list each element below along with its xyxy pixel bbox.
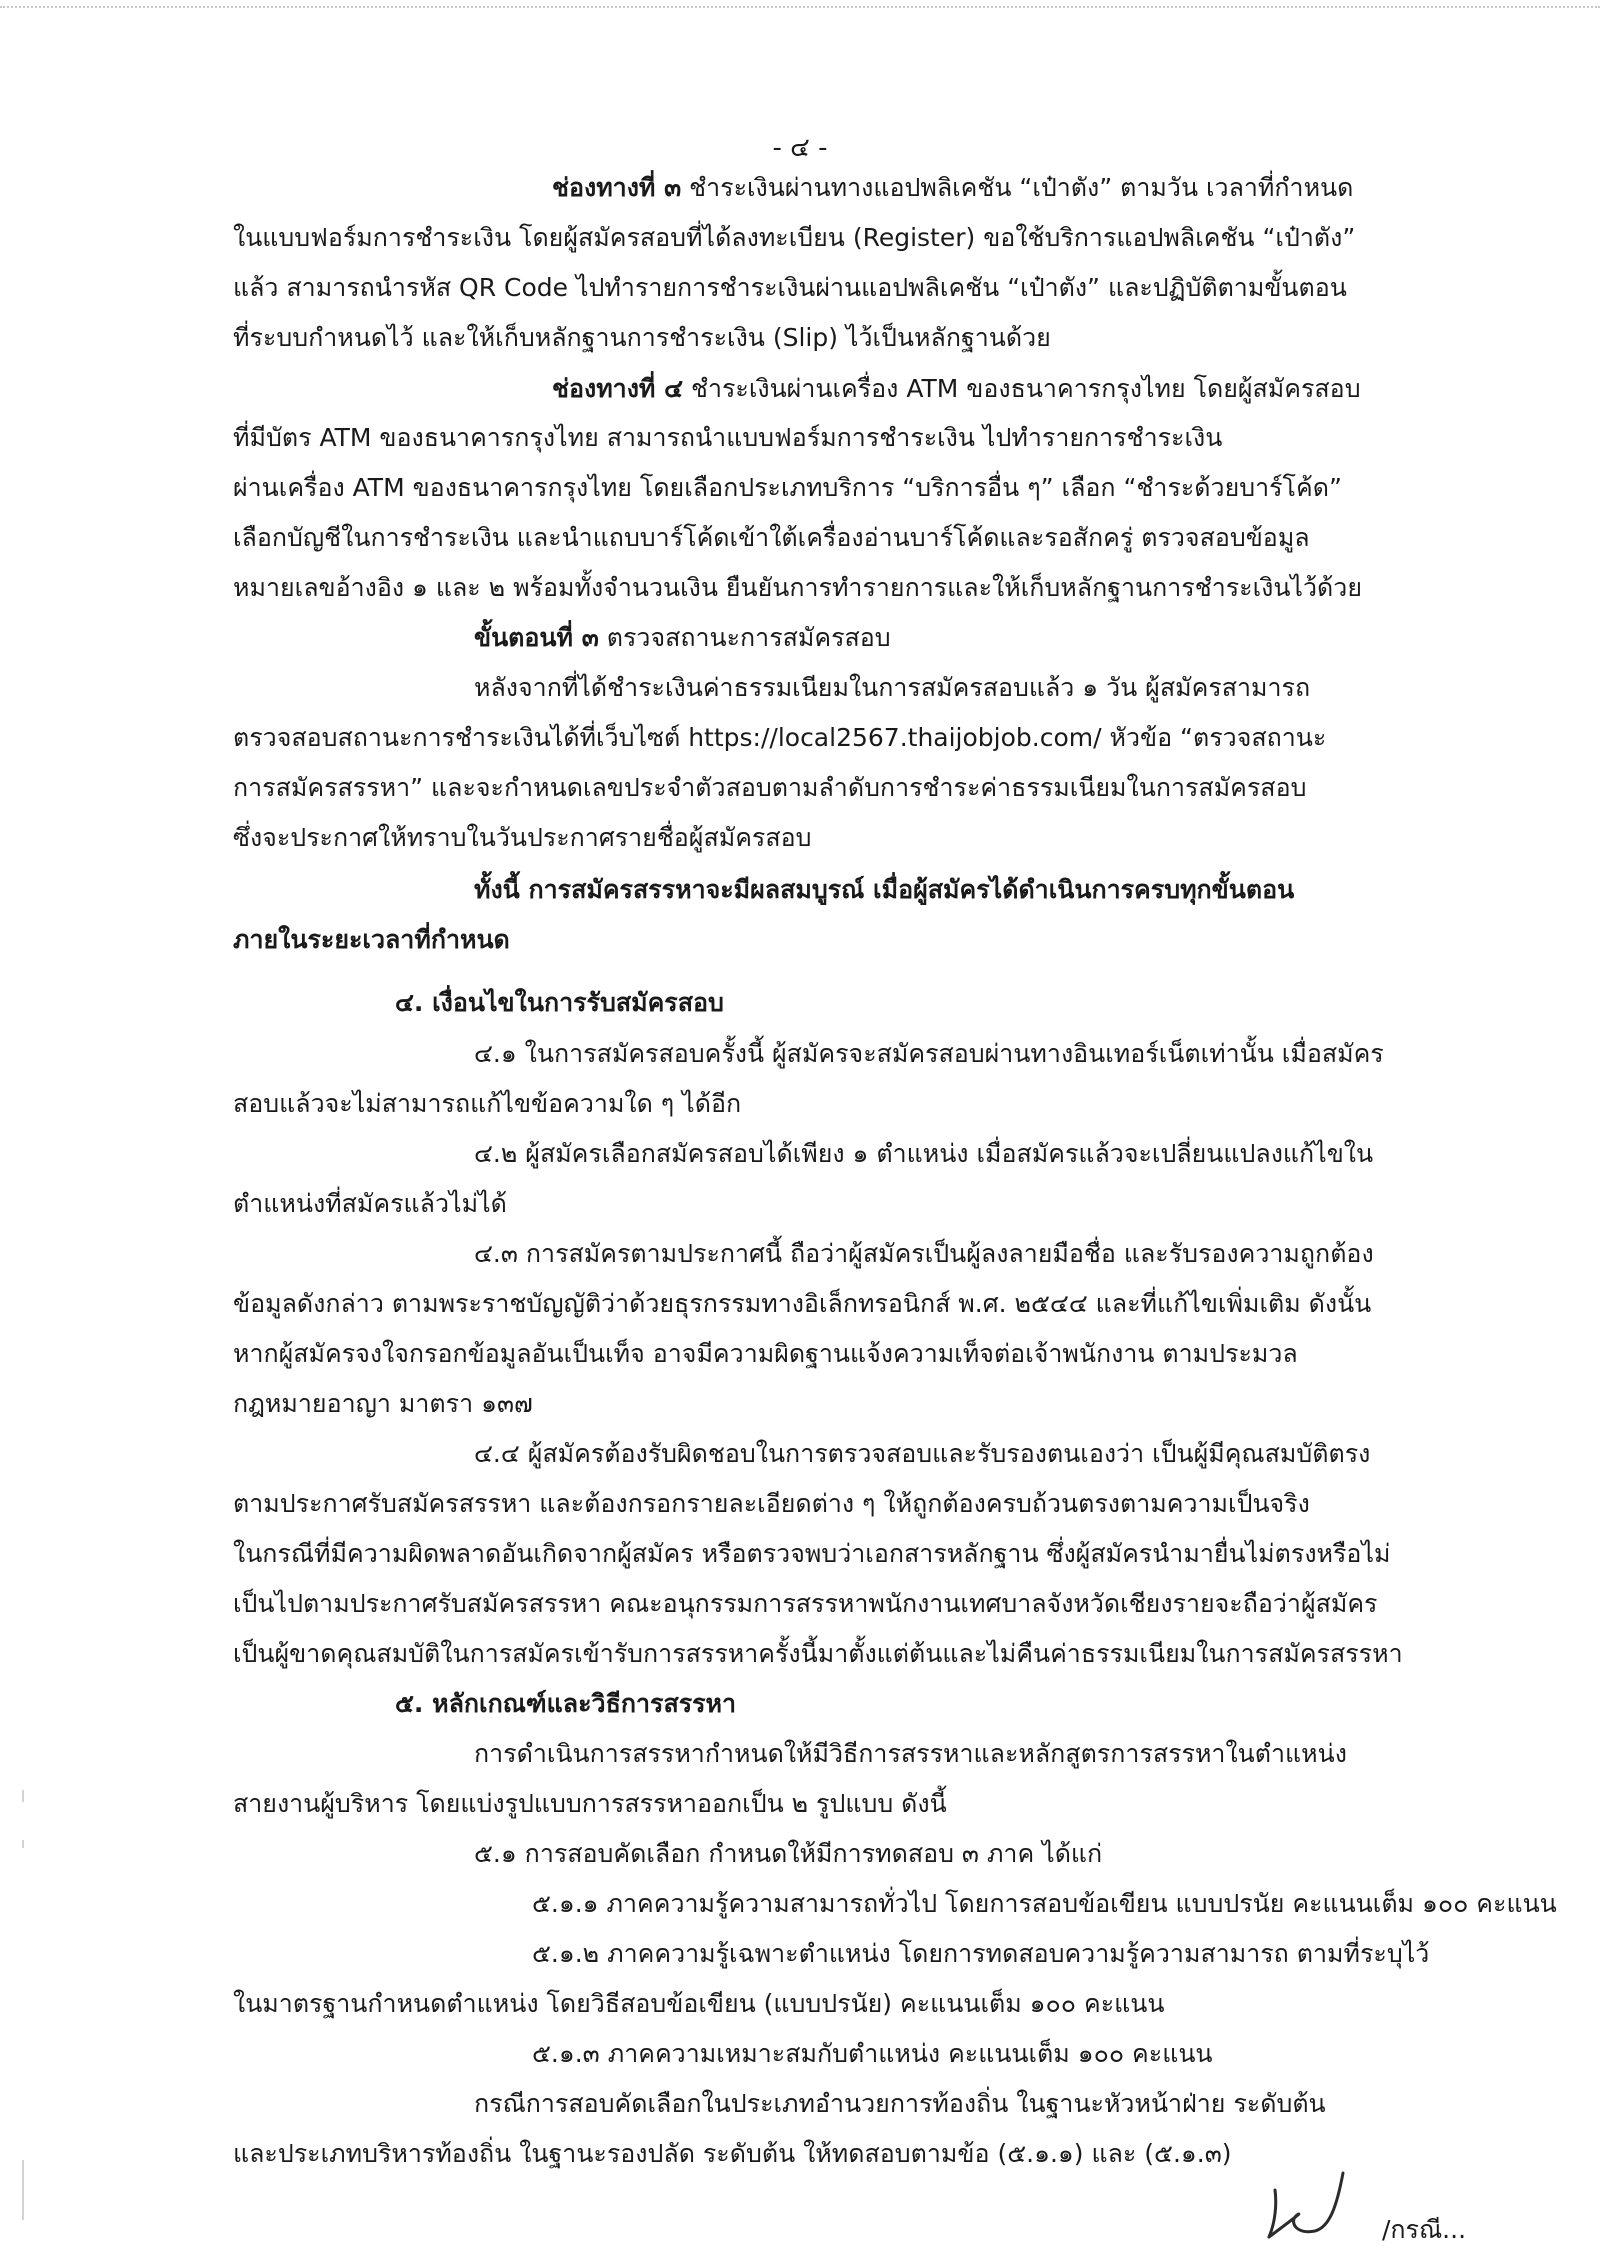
- step-heading: [474, 618, 1524, 658]
- paragraph-line: ข้อมูลดังกล่าว ตามพระราชบัญญัติว่าด้วยธุรกรรมทางอิเล็กทรอนิกส์ พ.ศ. ๒๕๔๔ และที่แก้ไขเพิ่มเติม ดังนั้น: [233, 1289, 1372, 1318]
- paragraph-line: การสมัครสรรหา” และจะกำหนดเลขประจำตัวสอบตามลำดับการชำระค่าธรรมเนียมในการสมัครสอบ: [233, 773, 1307, 802]
- line-rest: ตรวจสถานะการสมัครสอบ: [598, 623, 891, 652]
- paragraph-line: ผ่านเครื่อง ATM ของธนาคารกรุงไทย โดยเลือกประเภทบริการ “บริการอื่น ๆ” เลือก “ชำระด้วยบาร์โค้ด”: [233, 473, 1342, 502]
- bold-prefix: ช่องทางที่ ๓: [552, 173, 682, 202]
- paragraph-line: และประเภทบริหารท้องถิ่น ในฐานะรองปลัด ระดับต้น ให้ทดสอบตามข้อ (๕.๑.๑) และ (๕.๑.๓): [233, 2139, 1232, 2168]
- signature-icon: [1255, 2165, 1350, 2245]
- paragraph-line: สายงานผู้บริหาร โดยแบ่งรูปแบบการสรรหาออกเป็น ๒ รูปแบบ ดังนี้: [233, 1789, 947, 1818]
- paragraph-line: ๕.๑.๓ ภาคความเหมาะสมกับตำแหน่ง คะแนนเต็ม ๑๐๐ คะแนน: [532, 2039, 1213, 2068]
- bold-prefix: ขั้นตอนที่ ๓: [474, 623, 599, 652]
- paragraph-line: ๔.๓ การสมัครตามประกาศนี้ ถือว่าผู้สมัครเป็นผู้ลงลายมือชื่อ และรับรองความถูกต้อง: [474, 1239, 1374, 1268]
- paragraph-line: ในแบบฟอร์มการชำระเงิน โดยผู้สมัครสอบที่ได้ลงทะเบียน (Register) ขอใช้บริการแอปพลิเคชัน “เป๋าตัง”: [233, 223, 1356, 252]
- paragraph-line: หากผู้สมัครจงใจกรอกข้อมูลอันเป็นเท็จ อาจมีความผิดฐานแจ้งความเท็จต่อเจ้าพนักงาน ตามประมวล: [233, 1339, 1298, 1368]
- paragraph-line: เป็นผู้ขาดคุณสมบัติในการสมัครเข้ารับการสรรหาครั้งนี้มาตั้งแต่ต้นและไม่คืนค่าธรรมเนียมในการสมัครสรรหา: [233, 1639, 1403, 1668]
- paragraph-line: ๔.๑ ในการสมัครสอบครั้งนี้ ผู้สมัครจะสมัครสอบผ่านทางอินเทอร์เน็ตเท่านั้น เมื่อสมัคร: [474, 1039, 1384, 1068]
- paragraph-line: ตามประกาศรับสมัครสรรหา และต้องกรอกรายละเอียดต่าง ๆ ให้ถูกต้องครบถ้วนตรงตามความเป็นจริง: [233, 1489, 1310, 1518]
- paragraph-line: [552, 168, 1552, 208]
- notice-line: ภายในระยะเวลาที่กำหนด: [233, 925, 510, 954]
- paragraph-line: ๕.๑ การสอบคัดเลือก กำหนดให้มีการทดสอบ ๓ ภาค ได้แก่: [474, 1839, 1103, 1868]
- paragraph-line: ที่มีบัตร ATM ของธนาคารกรุงไทย สามารถนำแบบฟอร์มการชำระเงิน ไปทำรายการชำระเงิน: [233, 423, 1223, 452]
- page-number: - ๔ -: [772, 133, 828, 163]
- continuation-text: /กรณี...: [1382, 2215, 1467, 2244]
- line-rest: ชำระเงินผ่านเครื่อง ATM ของธนาคารกรุงไทย โดยผู้สมัครสอบ: [683, 374, 1361, 403]
- paragraph-line: หมายเลขอ้างอิง ๑ และ ๒ พร้อมทั้งจำนวนเงิน ยืนยันการทำรายการและให้เก็บหลักฐานการชำระเงินไว้ด้วย: [233, 573, 1362, 602]
- paragraph-line: เลือกบัญชีในการชำระเงิน และนำแถบบาร์โค้ดเข้าใต้เครื่องอ่านบาร์โค้ดและรอสักครู่ ตรวจสอบข้อมูล: [233, 523, 1310, 552]
- paragraph-line: กรณีการสอบคัดเลือกในประเภทอำนวยการท้องถิ่น ในฐานะหัวหน้าฝ่าย ระดับต้น: [474, 2089, 1326, 2118]
- paragraph-line: กฎหมายอาญา มาตรา ๑๓๗: [233, 1389, 533, 1418]
- paragraph-line: แล้ว สามารถนำรหัส QR Code ไปทำรายการชำระเงินผ่านแอปพลิเคชัน “เป๋าตัง” และปฏิบัติตามขั้นตอน: [233, 273, 1347, 302]
- paragraph-line: การดำเนินการสรรหากำหนดให้มีวิธีการสรรหาและหลักสูตรการสรรหาในตำแหน่ง: [474, 1739, 1347, 1768]
- section-heading-4: ๔. เงื่อนไขในการรับสมัครสอบ: [395, 988, 724, 1017]
- paragraph-line: ในมาตรฐานกำหนดตำแหน่ง โดยวิธีสอบข้อเขียน (แบบปรนัย) คะแนนเต็ม ๑๐๐ คะแนน: [233, 1989, 1165, 2018]
- section-heading-5: ๕. หลักเกณฑ์และวิธีการสรรหา: [395, 1689, 737, 1718]
- paragraph-line: เป็นไปตามประกาศรับสมัครสรรหา คณะอนุกรรมการสรรหาพนักงานเทศบาลจังหวัดเชียงรายจะถือว่าผู้สมัคร: [233, 1589, 1378, 1618]
- scan-edge: [0, 6, 1600, 8]
- paragraph-line: หลังจากที่ได้ชำระเงินค่าธรรมเนียมในการสมัครสอบแล้ว ๑ วัน ผู้สมัครสามารถ: [474, 673, 1311, 702]
- paragraph-line: ตำแหน่งที่สมัครแล้วไม่ได้: [233, 1189, 507, 1218]
- paragraph-line: ๔.๒ ผู้สมัครเลือกสมัครสอบได้เพียง ๑ ตำแหน่ง เมื่อสมัครแล้วจะเปลี่ยนแปลงแก้ไขใน: [474, 1139, 1374, 1168]
- paragraph-line: สอบแล้วจะไม่สามารถแก้ไขข้อความใด ๆ ได้อีก: [233, 1089, 742, 1118]
- paragraph-line: ในกรณีที่มีความผิดพลาดอันเกิดจากผู้สมัคร หรือตรวจพบว่าเอกสารหลักฐาน ซึ่งผู้สมัครนำมายื่นไม่ตรงหรือไม่: [233, 1539, 1391, 1568]
- paragraph-line: ซึ่งจะประกาศให้ทราบในวันประกาศรายชื่อผู้สมัครสอบ: [233, 823, 812, 852]
- paragraph-line: ๕.๑.๑ ภาคความรู้ความสามารถทั่วไป โดยการสอบข้อเขียน แบบปรนัย คะแนนเต็ม ๑๐๐ คะแนน: [532, 1889, 1557, 1918]
- notice-line: ทั้งนี้ การสมัครสรรหาจะมีผลสมบูรณ์ เมื่อผู้สมัครได้ดำเนินการครบทุกขั้นตอน: [474, 875, 1295, 904]
- paragraph-line: ๔.๔ ผู้สมัครต้องรับผิดชอบในการตรวจสอบและรับรองตนเองว่า เป็นผู้มีคุณสมบัติตรง: [474, 1439, 1371, 1468]
- paragraph-line: ที่ระบบกำหนดไว้ และให้เก็บหลักฐานการชำระเงิน (Slip) ไว้เป็นหลักฐานด้วย: [233, 323, 1051, 352]
- line-rest: ชำระเงินผ่านทางแอปพลิเคชัน “เป๋าตัง” ตามวัน เวลาที่กำหนด: [681, 173, 1354, 202]
- bold-prefix: ช่องทางที่ ๔: [552, 374, 684, 403]
- paragraph-line: [552, 369, 1552, 409]
- paragraph-line: ตรวจสอบสถานะการชำระเงินได้ที่เว็บไซต์ https://local2567.thaijobjob.com/ หัวข้อ “ตรวจสถานะ: [233, 723, 1327, 752]
- paragraph-line: ๕.๑.๒ ภาคความรู้เฉพาะตำแหน่ง โดยการทดสอบความรู้ความสามารถ ตามที่ระบุไว้: [532, 1939, 1430, 1968]
